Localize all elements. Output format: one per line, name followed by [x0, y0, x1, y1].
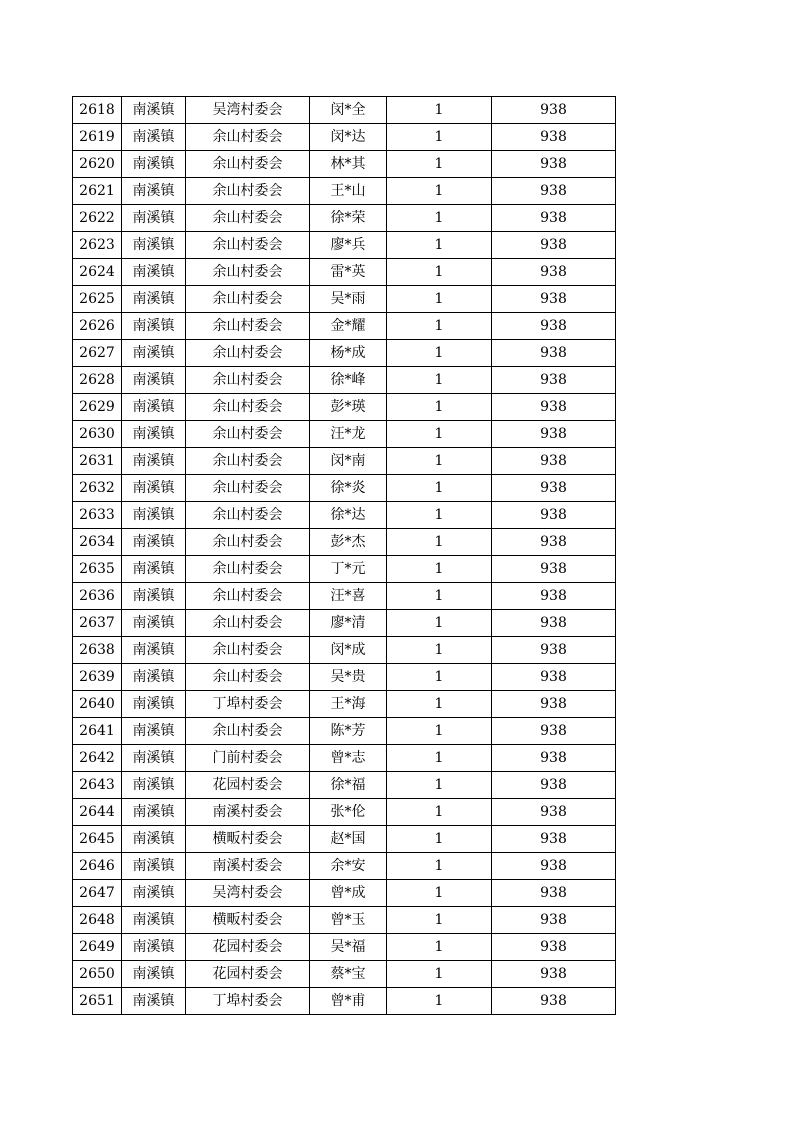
village-committee-cell: 花园村委会 [186, 961, 310, 988]
person-name-cell: 徐*福 [310, 772, 387, 799]
row-index-cell: 2639 [73, 664, 122, 691]
table-row [73, 961, 616, 988]
town-cell: 南溪镇 [122, 826, 186, 853]
amount-cell: 938 [492, 961, 616, 988]
amount-cell: 938 [492, 826, 616, 853]
table-row [73, 178, 616, 205]
village-committee-cell: 余山村委会 [186, 259, 310, 286]
village-committee-cell: 余山村委会 [186, 664, 310, 691]
town-cell: 南溪镇 [122, 286, 186, 313]
town-cell: 南溪镇 [122, 232, 186, 259]
town-cell: 南溪镇 [122, 340, 186, 367]
count-cell: 1 [387, 718, 492, 745]
row-index-cell: 2621 [73, 178, 122, 205]
person-name-cell: 王*海 [310, 691, 387, 718]
town-cell: 南溪镇 [122, 664, 186, 691]
row-index-cell: 2643 [73, 772, 122, 799]
amount-cell: 938 [492, 232, 616, 259]
village-committee-cell: 余山村委会 [186, 394, 310, 421]
town-cell: 南溪镇 [122, 691, 186, 718]
person-name-cell: 张*伦 [310, 799, 387, 826]
person-name-cell: 曾*玉 [310, 907, 387, 934]
table-row [73, 880, 616, 907]
table-row [73, 421, 616, 448]
count-cell: 1 [387, 475, 492, 502]
amount-cell: 938 [492, 286, 616, 313]
roster-table-body [73, 97, 616, 1015]
person-name-cell: 杨*成 [310, 340, 387, 367]
person-name-cell: 徐*达 [310, 502, 387, 529]
table-row [73, 475, 616, 502]
count-cell: 1 [387, 610, 492, 637]
village-committee-cell: 横畈村委会 [186, 907, 310, 934]
count-cell: 1 [387, 637, 492, 664]
village-committee-cell: 门前村委会 [186, 745, 310, 772]
count-cell: 1 [387, 178, 492, 205]
person-name-cell: 彭*瑛 [310, 394, 387, 421]
row-index-cell: 2625 [73, 286, 122, 313]
count-cell: 1 [387, 394, 492, 421]
row-index-cell: 2651 [73, 988, 122, 1015]
amount-cell: 938 [492, 988, 616, 1015]
person-name-cell: 吴*雨 [310, 286, 387, 313]
count-cell: 1 [387, 259, 492, 286]
amount-cell: 938 [492, 880, 616, 907]
town-cell: 南溪镇 [122, 772, 186, 799]
person-name-cell: 徐*炎 [310, 475, 387, 502]
amount-cell: 938 [492, 772, 616, 799]
count-cell: 1 [387, 880, 492, 907]
count-cell: 1 [387, 313, 492, 340]
amount-cell: 938 [492, 934, 616, 961]
amount-cell: 938 [492, 637, 616, 664]
village-committee-cell: 余山村委会 [186, 583, 310, 610]
person-name-cell: 汪*龙 [310, 421, 387, 448]
count-cell: 1 [387, 124, 492, 151]
count-cell: 1 [387, 502, 492, 529]
village-committee-cell: 丁埠村委会 [186, 691, 310, 718]
table-row [73, 124, 616, 151]
row-index-cell: 2623 [73, 232, 122, 259]
row-index-cell: 2649 [73, 934, 122, 961]
table-row [73, 907, 616, 934]
town-cell: 南溪镇 [122, 853, 186, 880]
amount-cell: 938 [492, 421, 616, 448]
roster-table [72, 96, 616, 1015]
town-cell: 南溪镇 [122, 880, 186, 907]
town-cell: 南溪镇 [122, 745, 186, 772]
count-cell: 1 [387, 745, 492, 772]
table-row [73, 556, 616, 583]
table-row [73, 448, 616, 475]
village-committee-cell: 余山村委会 [186, 232, 310, 259]
count-cell: 1 [387, 232, 492, 259]
row-index-cell: 2641 [73, 718, 122, 745]
village-committee-cell: 吴湾村委会 [186, 97, 310, 124]
amount-cell: 938 [492, 556, 616, 583]
village-committee-cell: 余山村委会 [186, 529, 310, 556]
row-index-cell: 2627 [73, 340, 122, 367]
count-cell: 1 [387, 691, 492, 718]
town-cell: 南溪镇 [122, 799, 186, 826]
row-index-cell: 2637 [73, 610, 122, 637]
row-index-cell: 2633 [73, 502, 122, 529]
person-name-cell: 徐*荣 [310, 205, 387, 232]
village-committee-cell: 吴湾村委会 [186, 880, 310, 907]
row-index-cell: 2632 [73, 475, 122, 502]
village-committee-cell: 余山村委会 [186, 610, 310, 637]
count-cell: 1 [387, 826, 492, 853]
person-name-cell: 徐*峰 [310, 367, 387, 394]
table-row [73, 232, 616, 259]
row-index-cell: 2647 [73, 880, 122, 907]
village-committee-cell: 花园村委会 [186, 934, 310, 961]
village-committee-cell: 南溪村委会 [186, 853, 310, 880]
amount-cell: 938 [492, 664, 616, 691]
table-row [73, 583, 616, 610]
count-cell: 1 [387, 448, 492, 475]
town-cell: 南溪镇 [122, 97, 186, 124]
row-index-cell: 2638 [73, 637, 122, 664]
table-row [73, 853, 616, 880]
town-cell: 南溪镇 [122, 637, 186, 664]
town-cell: 南溪镇 [122, 421, 186, 448]
table-row [73, 988, 616, 1015]
row-index-cell: 2634 [73, 529, 122, 556]
amount-cell: 938 [492, 124, 616, 151]
table-row [73, 367, 616, 394]
count-cell: 1 [387, 151, 492, 178]
amount-cell: 938 [492, 691, 616, 718]
row-index-cell: 2619 [73, 124, 122, 151]
row-index-cell: 2622 [73, 205, 122, 232]
town-cell: 南溪镇 [122, 259, 186, 286]
person-name-cell: 吴*贵 [310, 664, 387, 691]
count-cell: 1 [387, 934, 492, 961]
row-index-cell: 2626 [73, 313, 122, 340]
table-row [73, 637, 616, 664]
town-cell: 南溪镇 [122, 556, 186, 583]
row-index-cell: 2636 [73, 583, 122, 610]
amount-cell: 938 [492, 178, 616, 205]
village-committee-cell: 余山村委会 [186, 718, 310, 745]
table-row [73, 97, 616, 124]
person-name-cell: 闵*成 [310, 637, 387, 664]
table-row [73, 745, 616, 772]
row-index-cell: 2630 [73, 421, 122, 448]
amount-cell: 938 [492, 448, 616, 475]
table-row [73, 502, 616, 529]
amount-cell: 938 [492, 610, 616, 637]
count-cell: 1 [387, 853, 492, 880]
row-index-cell: 2644 [73, 799, 122, 826]
person-name-cell: 闵*全 [310, 97, 387, 124]
table-row [73, 718, 616, 745]
person-name-cell: 陈*芳 [310, 718, 387, 745]
row-index-cell: 2628 [73, 367, 122, 394]
village-committee-cell: 丁埠村委会 [186, 988, 310, 1015]
table-row [73, 151, 616, 178]
town-cell: 南溪镇 [122, 583, 186, 610]
town-cell: 南溪镇 [122, 151, 186, 178]
amount-cell: 938 [492, 853, 616, 880]
person-name-cell: 汪*喜 [310, 583, 387, 610]
count-cell: 1 [387, 367, 492, 394]
row-index-cell: 2645 [73, 826, 122, 853]
table-row [73, 772, 616, 799]
table-row [73, 799, 616, 826]
village-committee-cell: 余山村委会 [186, 556, 310, 583]
village-committee-cell: 余山村委会 [186, 367, 310, 394]
row-index-cell: 2650 [73, 961, 122, 988]
amount-cell: 938 [492, 529, 616, 556]
amount-cell: 938 [492, 259, 616, 286]
person-name-cell: 曾*成 [310, 880, 387, 907]
row-index-cell: 2640 [73, 691, 122, 718]
town-cell: 南溪镇 [122, 124, 186, 151]
person-name-cell: 蔡*宝 [310, 961, 387, 988]
person-name-cell: 曾*志 [310, 745, 387, 772]
amount-cell: 938 [492, 583, 616, 610]
amount-cell: 938 [492, 97, 616, 124]
town-cell: 南溪镇 [122, 178, 186, 205]
town-cell: 南溪镇 [122, 961, 186, 988]
table-row [73, 394, 616, 421]
row-index-cell: 2646 [73, 853, 122, 880]
amount-cell: 938 [492, 475, 616, 502]
town-cell: 南溪镇 [122, 367, 186, 394]
count-cell: 1 [387, 961, 492, 988]
count-cell: 1 [387, 988, 492, 1015]
village-committee-cell: 余山村委会 [186, 340, 310, 367]
amount-cell: 938 [492, 313, 616, 340]
amount-cell: 938 [492, 907, 616, 934]
person-name-cell: 廖*清 [310, 610, 387, 637]
count-cell: 1 [387, 907, 492, 934]
village-committee-cell: 花园村委会 [186, 772, 310, 799]
count-cell: 1 [387, 664, 492, 691]
town-cell: 南溪镇 [122, 394, 186, 421]
table-row [73, 259, 616, 286]
person-name-cell: 赵*国 [310, 826, 387, 853]
person-name-cell: 林*其 [310, 151, 387, 178]
town-cell: 南溪镇 [122, 610, 186, 637]
table-row [73, 340, 616, 367]
person-name-cell: 金*耀 [310, 313, 387, 340]
person-name-cell: 余*安 [310, 853, 387, 880]
table-row [73, 205, 616, 232]
table-row [73, 826, 616, 853]
person-name-cell: 闵*达 [310, 124, 387, 151]
person-name-cell: 丁*元 [310, 556, 387, 583]
person-name-cell: 吴*福 [310, 934, 387, 961]
row-index-cell: 2648 [73, 907, 122, 934]
village-committee-cell: 余山村委会 [186, 178, 310, 205]
amount-cell: 938 [492, 205, 616, 232]
village-committee-cell: 余山村委会 [186, 475, 310, 502]
count-cell: 1 [387, 286, 492, 313]
amount-cell: 938 [492, 799, 616, 826]
town-cell: 南溪镇 [122, 448, 186, 475]
person-name-cell: 雷*英 [310, 259, 387, 286]
count-cell: 1 [387, 583, 492, 610]
village-committee-cell: 余山村委会 [186, 151, 310, 178]
town-cell: 南溪镇 [122, 502, 186, 529]
village-committee-cell: 余山村委会 [186, 205, 310, 232]
amount-cell: 938 [492, 367, 616, 394]
amount-cell: 938 [492, 502, 616, 529]
table-row [73, 529, 616, 556]
table-row [73, 664, 616, 691]
village-committee-cell: 余山村委会 [186, 637, 310, 664]
town-cell: 南溪镇 [122, 718, 186, 745]
table-row [73, 691, 616, 718]
person-name-cell: 彭*杰 [310, 529, 387, 556]
person-name-cell: 廖*兵 [310, 232, 387, 259]
row-index-cell: 2624 [73, 259, 122, 286]
row-index-cell: 2629 [73, 394, 122, 421]
town-cell: 南溪镇 [122, 529, 186, 556]
row-index-cell: 2618 [73, 97, 122, 124]
town-cell: 南溪镇 [122, 988, 186, 1015]
count-cell: 1 [387, 556, 492, 583]
person-name-cell: 王*山 [310, 178, 387, 205]
person-name-cell: 曾*甫 [310, 988, 387, 1015]
row-index-cell: 2642 [73, 745, 122, 772]
town-cell: 南溪镇 [122, 475, 186, 502]
row-index-cell: 2620 [73, 151, 122, 178]
table-row [73, 934, 616, 961]
amount-cell: 938 [492, 745, 616, 772]
village-committee-cell: 余山村委会 [186, 502, 310, 529]
table-row [73, 610, 616, 637]
town-cell: 南溪镇 [122, 313, 186, 340]
count-cell: 1 [387, 205, 492, 232]
village-committee-cell: 余山村委会 [186, 286, 310, 313]
amount-cell: 938 [492, 394, 616, 421]
town-cell: 南溪镇 [122, 907, 186, 934]
count-cell: 1 [387, 799, 492, 826]
village-committee-cell: 横畈村委会 [186, 826, 310, 853]
village-committee-cell: 余山村委会 [186, 448, 310, 475]
amount-cell: 938 [492, 340, 616, 367]
table-row [73, 313, 616, 340]
village-committee-cell: 南溪村委会 [186, 799, 310, 826]
village-committee-cell: 余山村委会 [186, 313, 310, 340]
village-committee-cell: 余山村委会 [186, 124, 310, 151]
count-cell: 1 [387, 772, 492, 799]
person-name-cell: 闵*南 [310, 448, 387, 475]
village-committee-cell: 余山村委会 [186, 421, 310, 448]
amount-cell: 938 [492, 151, 616, 178]
town-cell: 南溪镇 [122, 934, 186, 961]
amount-cell: 938 [492, 718, 616, 745]
row-index-cell: 2631 [73, 448, 122, 475]
table-row [73, 286, 616, 313]
count-cell: 1 [387, 97, 492, 124]
count-cell: 1 [387, 340, 492, 367]
count-cell: 1 [387, 529, 492, 556]
row-index-cell: 2635 [73, 556, 122, 583]
count-cell: 1 [387, 421, 492, 448]
town-cell: 南溪镇 [122, 205, 186, 232]
